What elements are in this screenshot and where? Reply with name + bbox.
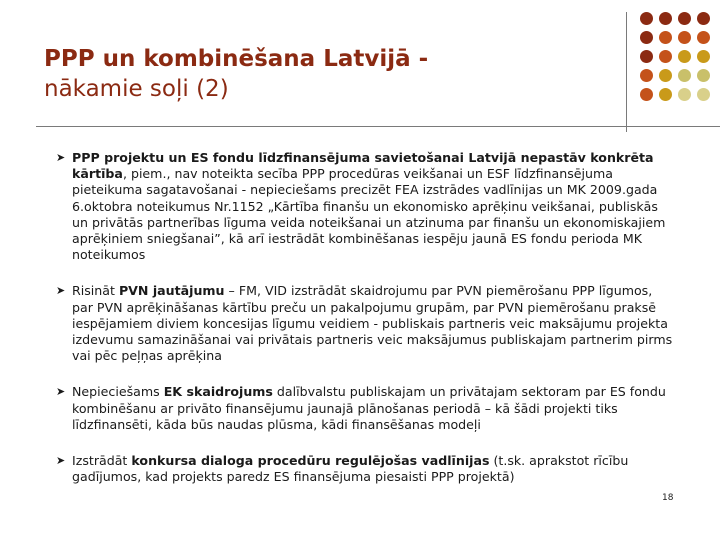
decorative-dot <box>678 88 691 101</box>
decorative-dot <box>640 88 653 101</box>
decorative-dot <box>697 12 710 25</box>
decorative-dot <box>659 12 672 25</box>
decorative-dot <box>697 69 710 82</box>
decorative-dot <box>678 12 691 25</box>
decorative-dot <box>697 50 710 63</box>
bullet-item <box>56 384 675 433</box>
bullet-text-prefix: Izstrādāt <box>72 453 132 469</box>
decorative-dot <box>640 31 653 44</box>
arrow-bullet-icon: ➤ <box>56 284 66 298</box>
decorative-dot <box>659 69 672 82</box>
bullet-text: , piem., nav noteikta secība PPP procedūras veikšanai un ESF līdzfinansējuma pieteikuma sagatavošanai - nepieciešams precizēt FEA izstrādes vadlīnijas un MK 2009.gada 6.oktobra noteikumus Nr.1152 „Kārtība finanšu un ekonomisko aprēķinu veikšanai, publiskās un privātās partnerības līguma veida noteikšanai un atzinuma par finanšu un ekonomiskajiem aprēķiniem sniegšanai”, kā arī iestrādāt kombinēšanas iespēju jaunā ES fondu perioda MK noteikumos <box>72 166 666 263</box>
decorative-dot <box>678 31 691 44</box>
decorative-dot <box>640 12 653 25</box>
slide-number: 18 <box>662 493 674 503</box>
decorative-dot <box>678 50 691 63</box>
slide-title-line-1: PPP un kombinēšana Latvijā - <box>44 46 429 72</box>
bullet-bold-text: EK skaidrojums <box>163 384 273 400</box>
bullet-item <box>56 453 675 485</box>
decorative-dot <box>659 50 672 63</box>
bullet-text-prefix: Nepieciešams <box>72 384 164 400</box>
bullet-item <box>56 283 675 364</box>
horizontal-rule <box>36 126 720 127</box>
bullet-text: – FM, VID izstrādāt skaidrojumu par PVN piemērošanu PPP līgumos, par PVN aprēķināšanas kārtību preču un pakalpojumu grupām, par PVN piemērošanu praksē iespējamiem diviem koncesijas līgumu veidiem - publiskais partneris veic maksājumu projekta izdevumu samazināšanai vai privātais partneris veic maksājumus publiskajam partnerim pirms vai pēc peļņas aprēķina <box>72 283 673 364</box>
vertical-rule <box>626 12 627 132</box>
arrow-bullet-icon: ➤ <box>56 151 66 164</box>
decorative-dot <box>640 69 653 82</box>
bullet-text: dalībvalstu publiskajam un privātajam sektoram par ES fondu kombinēšanu ar privāto finansējumu jaunajā plānošanas periodā – kā šādi projekti tiks līdzfinansēti, kāda būs naudas plūsma, kādi finansēšanas modeļi <box>72 384 666 432</box>
bullet-text: (t.sk. aprakstot rīcību gadījumos, kad projekts paredz ES finansējuma piesaisti PPP projektā) <box>72 453 629 485</box>
bullet-item <box>56 150 675 263</box>
arrow-bullet-icon: ➤ <box>56 385 66 399</box>
bullet-list <box>56 150 675 505</box>
decorative-dot <box>697 88 710 101</box>
decorative-dot-grid <box>640 12 720 112</box>
decorative-dot <box>659 88 672 101</box>
arrow-bullet-icon: ➤ <box>56 454 66 468</box>
slide-title <box>44 44 564 104</box>
decorative-dot <box>678 69 691 82</box>
bullet-bold-text: PPP projektu un ES fondu līdzfinansējuma savietošanai Latvijā nepastāv konkrēta kārtība <box>72 150 654 182</box>
decorative-dot <box>640 50 653 63</box>
bullet-bold-text: PVN jautājumu <box>118 283 225 299</box>
decorative-dot <box>659 31 672 44</box>
slide-title-line-2: nākamie soļi (2) <box>44 76 229 102</box>
bullet-bold-text: konkursa dialoga procedūru regulējošas vadlīnijas <box>131 453 490 469</box>
decorative-dot <box>697 31 710 44</box>
bullet-text-prefix: Risināt <box>72 283 119 299</box>
